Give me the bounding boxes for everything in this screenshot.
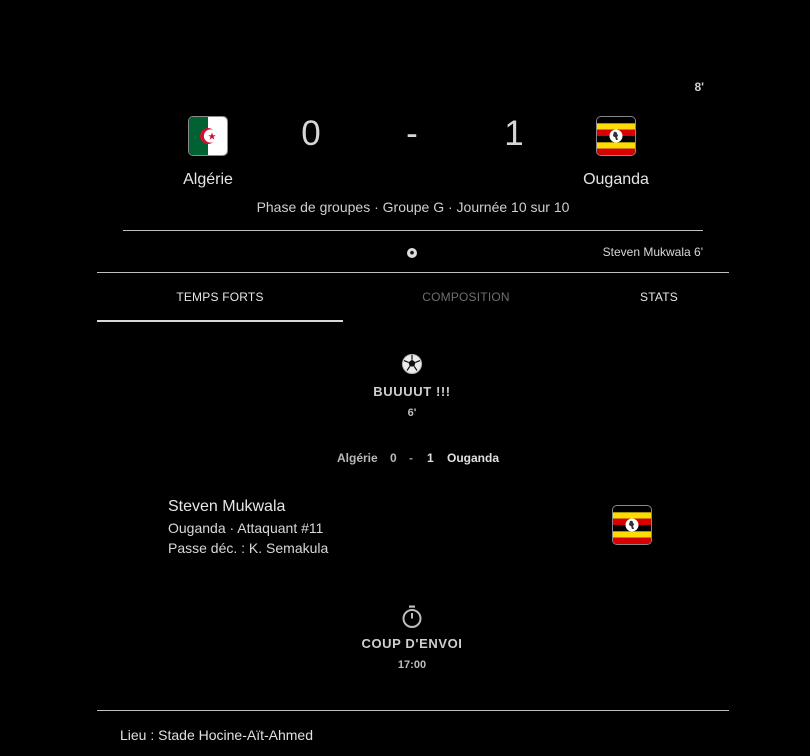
kickoff-title: COUP D'ENVOI <box>361 636 463 651</box>
active-tab-indicator <box>97 320 343 322</box>
soccer-ball-icon <box>401 353 423 375</box>
away-score: 1 <box>504 114 524 153</box>
soccer-ball-icon <box>406 246 418 258</box>
home-team-name[interactable]: Algérie <box>183 171 233 188</box>
uganda-flag <box>612 505 652 545</box>
divider <box>97 710 729 711</box>
stopwatch-icon <box>401 605 423 629</box>
score-line-home-score: 0 <box>390 451 397 465</box>
score-line-away: Ouganda <box>447 451 500 465</box>
home-score: 0 <box>301 114 321 153</box>
score-line-separator: - <box>409 451 413 465</box>
goal-scorer-details: Ouganda · Attaquant #11 <box>168 520 324 536</box>
score-line-home: Algérie <box>337 451 378 465</box>
goal-scorer-name[interactable]: Steven Mukwala <box>168 498 286 515</box>
score-line-away-score: 1 <box>427 451 434 465</box>
away-team-name[interactable]: Ouganda <box>583 171 649 188</box>
tab-stats[interactable]: STATS <box>640 290 678 304</box>
goal-scorer-summary: Steven Mukwala 6' <box>602 245 703 259</box>
kickoff-time: 17:00 <box>397 659 427 671</box>
tab-composition[interactable]: COMPOSITION <box>422 290 510 304</box>
score-separator: - <box>406 114 418 153</box>
match-stage: Phase de groupes · Groupe G · Journée 10 sur 10 <box>256 199 570 215</box>
divider <box>97 272 729 273</box>
match-minute: 8' <box>694 80 704 94</box>
algeria-flag <box>188 116 228 156</box>
venue-label: Lieu : Stade Hocine-Aït-Ahmed <box>120 727 313 743</box>
uganda-flag <box>596 116 636 156</box>
goal-event-title: BUUUUT !!! <box>373 384 451 399</box>
tab-temps-forts[interactable]: TEMPS FORTS <box>176 290 264 304</box>
goal-assist: Passe déc. : K. Semakula <box>168 540 329 556</box>
divider <box>123 230 703 231</box>
goal-event-minute: 6' <box>407 407 417 419</box>
